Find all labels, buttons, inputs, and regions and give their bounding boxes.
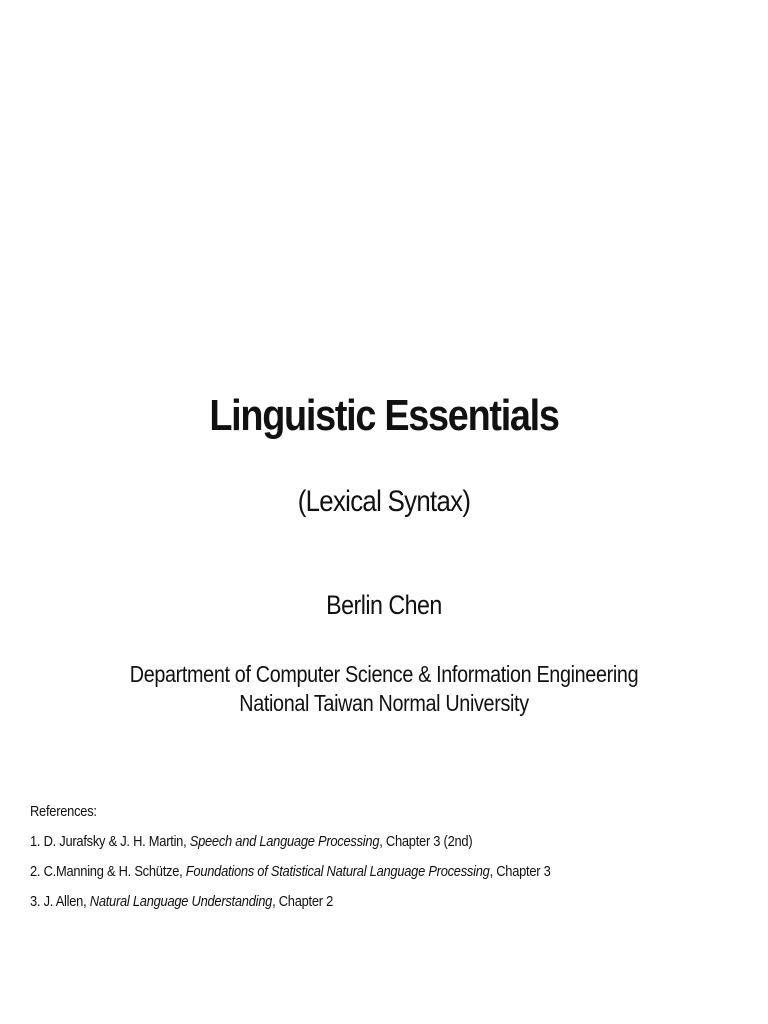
affiliation — [54, 660, 714, 718]
reference-chapter: , Chapter 3 (2nd) — [379, 833, 473, 850]
reference-chapter: , Chapter 2 — [272, 893, 334, 910]
department-name: Department of Computer Science & Information Engineering — [129, 661, 639, 687]
reference-authors: 3. J. Allen, — [30, 893, 90, 910]
reference-authors: 1. D. Jurafsky & J. H. Martin, — [30, 833, 190, 850]
reference-authors: 2. C.Manning & H. Schütze, — [30, 863, 186, 880]
reference-item — [30, 857, 649, 887]
reference-chapter: , Chapter 3 — [489, 863, 551, 880]
reference-work-title: Natural Language Understanding — [89, 893, 273, 910]
reference-work-title: Foundations of Statistical Natural Language Processing — [185, 863, 490, 880]
references-heading: References: — [30, 803, 97, 820]
references-section — [30, 797, 649, 917]
author-name: Berlin Chen — [326, 590, 442, 620]
reference-item — [30, 827, 649, 857]
reference-item — [30, 887, 649, 917]
slide-title: Linguistic Essentials — [209, 391, 559, 440]
slide-subtitle: (Lexical Syntax) — [297, 485, 471, 518]
reference-work-title: Speech and Language Processing — [189, 833, 380, 850]
university-name: National Taiwan Normal University — [239, 690, 529, 716]
